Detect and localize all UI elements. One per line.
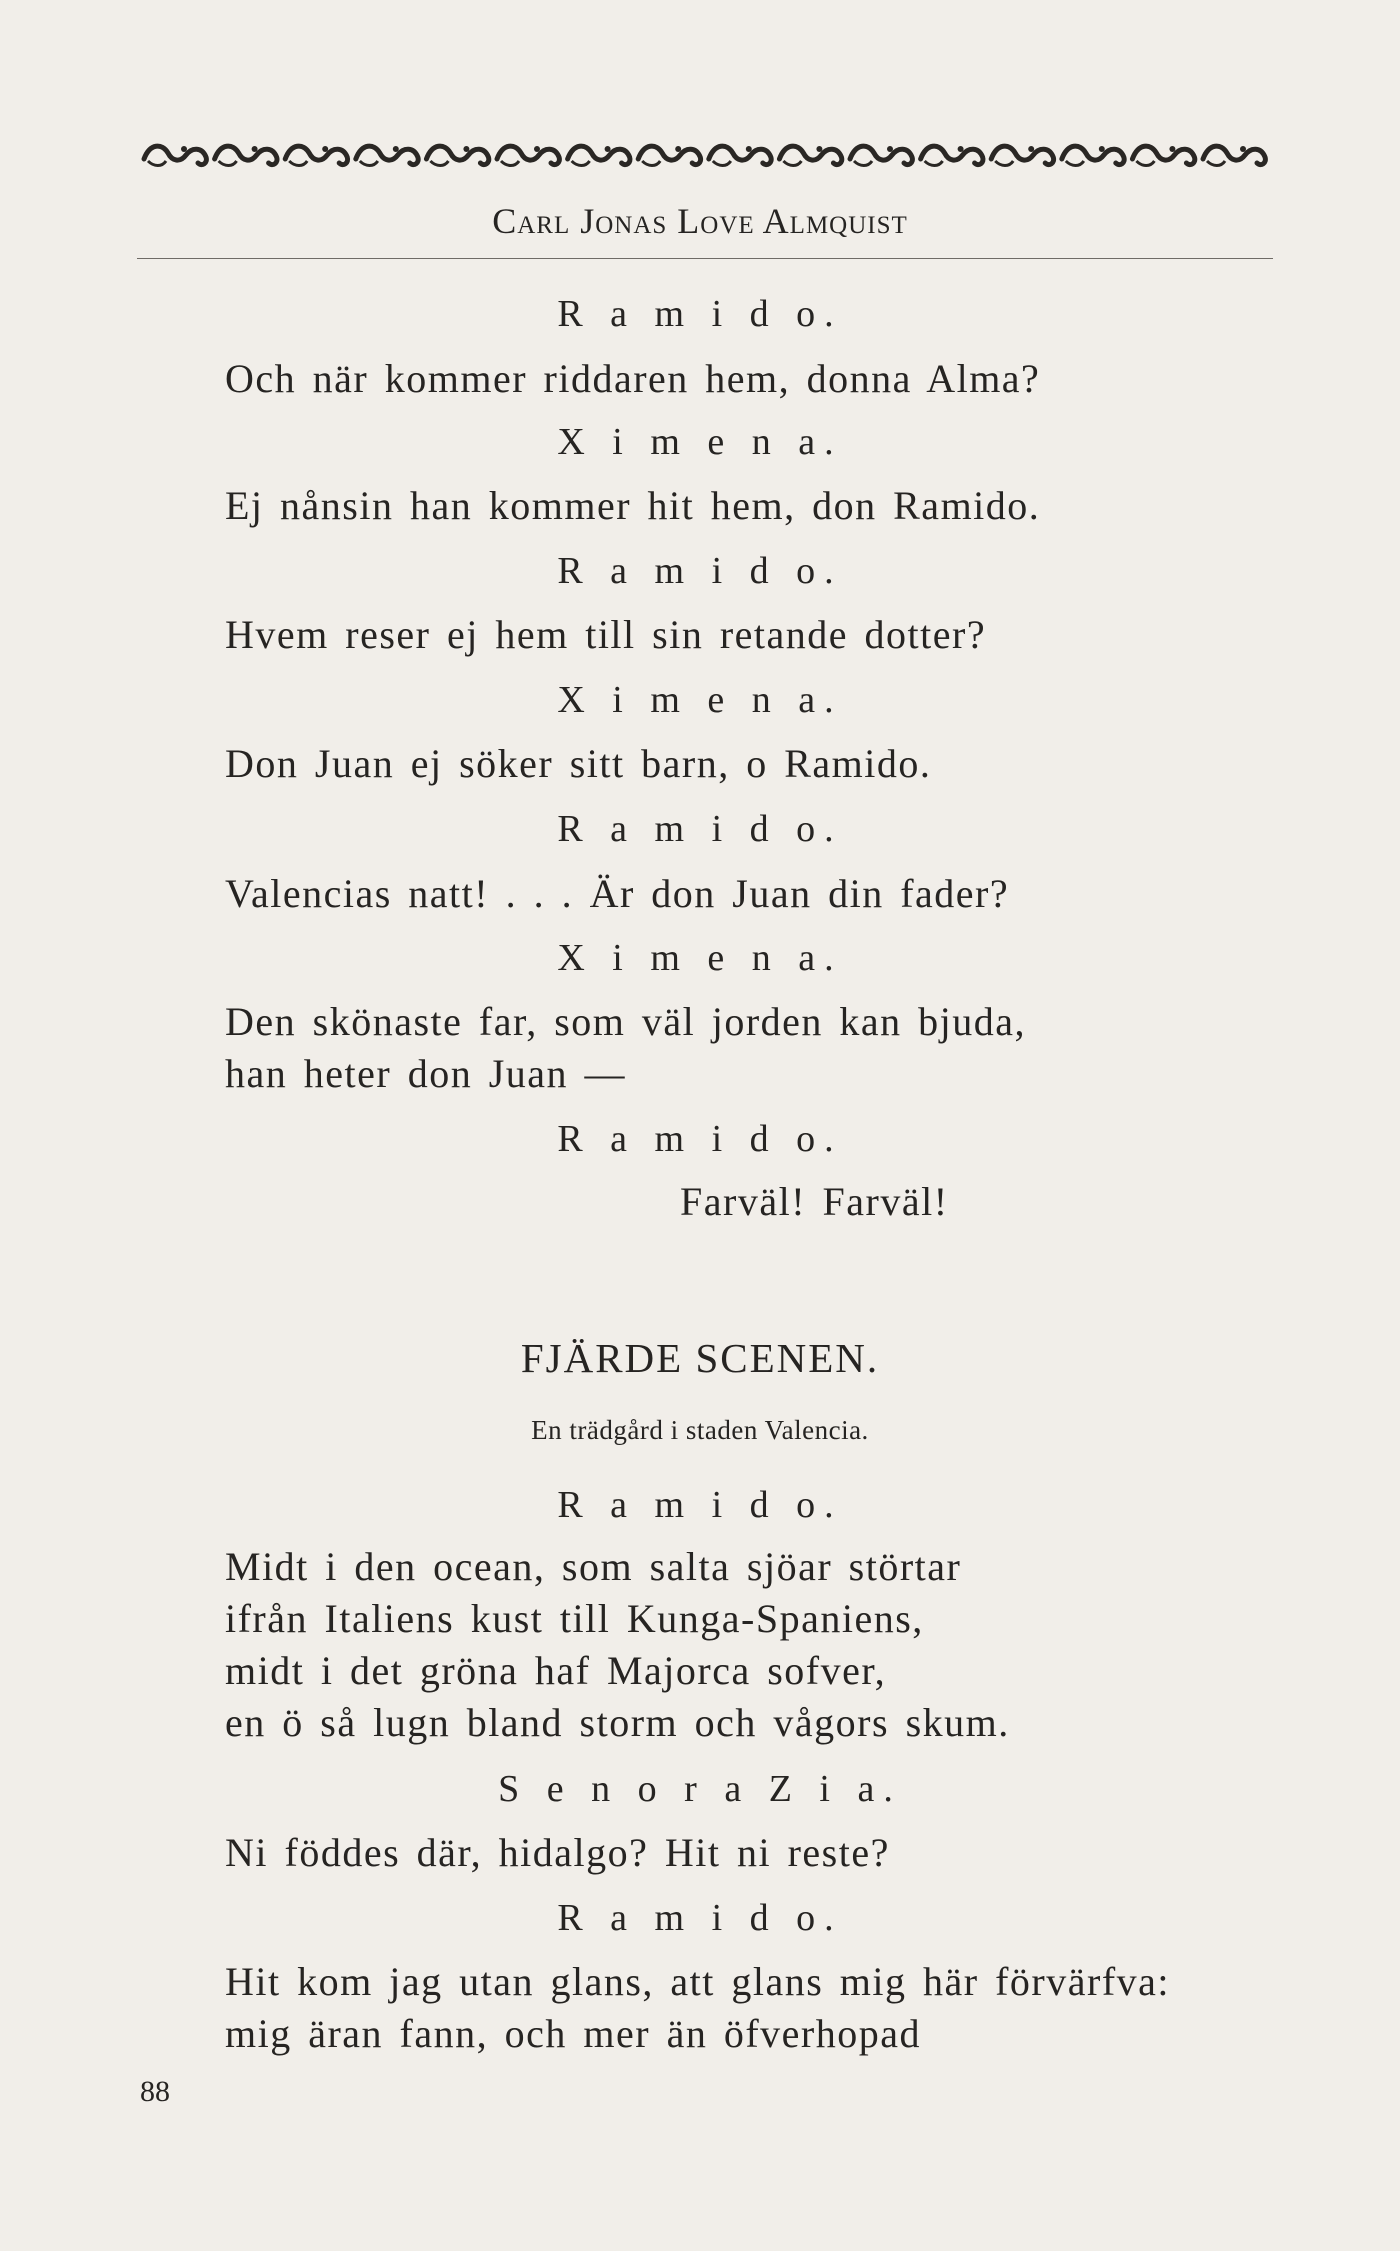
verse-line: Och när kommer riddaren hem, donna Alma? [225,356,1041,401]
verse-line: midt i det gröna haf Majorca sofver, [225,1648,887,1693]
verse-line: Ej nånsin han kommer hit hem, don Ramido. [225,483,1041,528]
ornament-svg [140,135,1270,175]
speaker-name: R a m i d o. [557,293,843,335]
verse-line: mig äran fann, och mer än öfverhopad [225,2011,921,2056]
scene-title: FJÄRDE SCENEN. [520,1335,880,1381]
speaker-name: R a m i d o. [557,1897,843,1939]
verse-line: en ö så lugn bland storm och vågors skum. [225,1700,1010,1745]
scroll-border-ornament [140,135,1270,175]
speaker-name: R a m i d o. [557,1484,843,1526]
verse-line: Den skönaste far, som väl jorden kan bjuda, [225,999,1027,1044]
verse-line: Hit kom jag utan glans, att glans mig här förvärfva: [225,1959,1171,2004]
speaker-name: S e n o r a Z i a. [498,1768,902,1810]
verse-line: ifrån Italiens kust till Kunga-Spaniens, [225,1596,924,1641]
speaker-name: X i m e n a. [557,937,843,979]
verse-line: Valencias natt! . . . Är don Juan din fader? [225,871,1010,916]
page-number: 88 [140,2075,170,2108]
speaker-name: X i m e n a. [557,421,843,463]
speaker-name: X i m e n a. [557,679,843,721]
running-head: Carl Jonas Love Almquist [492,201,908,241]
stage-direction: En trädgård i staden Valencia. [531,1415,869,1445]
verse-line: Don Juan ej söker sitt barn, o Ramido. [225,741,932,786]
verse-line: Ni föddes där, hidalgo? Hit ni reste? [225,1830,890,1875]
speaker-name: R a m i d o. [557,808,843,850]
verse-line: Midt i den ocean, som salta sjöar störtar [225,1544,962,1589]
speaker-name: R a m i d o. [557,1118,843,1160]
header-rule [137,258,1273,259]
verse-line: Farväl! Farväl! [680,1179,949,1224]
verse-line: han heter don Juan — [225,1051,627,1096]
verse-line: Hvem reser ej hem till sin retande dotter? [225,612,987,657]
speaker-name: R a m i d o. [557,550,843,592]
